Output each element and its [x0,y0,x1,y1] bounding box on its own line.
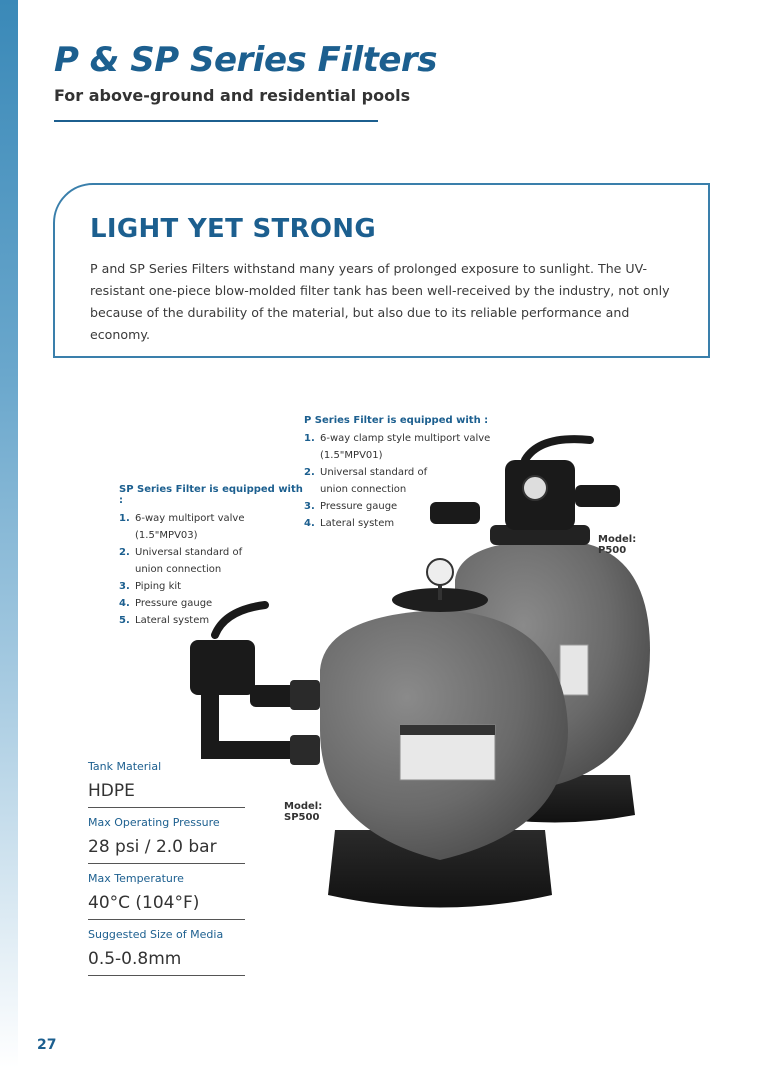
list-item [119,544,309,578]
list-text: Universal standard of [320,467,428,478]
spec-item [88,928,245,976]
page-number: 27 [37,1037,57,1053]
sp500-valve [190,605,320,765]
feature-heading: LIGHT YET STRONG [90,214,376,244]
spec-item [88,872,245,920]
list-number: 3. [304,501,315,512]
spec-value: HDPE [88,781,135,801]
side-gradient-stripe [0,0,18,1068]
list-text: Pressure gauge [320,501,398,512]
spec-value: 40°C (104°F) [88,893,200,913]
page-title: P & SP Series Filters [54,40,437,80]
list-subtext: (1.5"MPV03) [135,530,198,541]
spec-item [88,760,245,808]
p-series-heading: P Series Filter is equipped with : [304,415,489,426]
model-caption: Model: [284,801,323,812]
p-series-equipment [304,415,524,532]
list-number: 1. [119,513,130,524]
spec-item [88,816,245,864]
list-subtext: union connection [320,484,407,495]
list-number: 3. [119,581,130,592]
list-item [119,595,309,612]
list-subtext: union connection [135,564,222,575]
model-label-p500 [598,534,636,556]
spec-value: 28 psi / 2.0 bar [88,837,217,857]
title-divider [54,120,378,122]
sp-series-heading: SP Series Filter is equipped with : [119,484,303,506]
feature-text: P and SP Series Filters withstand many years of prolonged exposure to sunlight. The UV-resistant one-piece blow-molded filter tank has been well-received by the industry, not only because of the durability of the material, but also due to its reliable performance and economy. [90,261,670,342]
model-name: P500 [598,545,627,556]
list-item [304,515,524,532]
sp-series-equipment [119,484,309,629]
spec-value: 0.5-0.8mm [88,949,182,969]
list-item [119,510,309,544]
sp-series-list [119,510,309,629]
list-text: Piping kit [135,581,182,592]
list-text: Lateral system [320,518,395,529]
list-number: 4. [304,518,315,529]
spec-list [88,760,245,984]
p-series-list [304,430,524,532]
list-subtext: (1.5"MPV01) [320,450,383,461]
spec-label: Max Temperature [88,872,184,885]
list-text: 6-way multiport valve [135,513,245,524]
spec-label: Suggested Size of Media [88,928,224,941]
spec-label: Max Operating Pressure [88,816,220,829]
list-item [119,578,309,595]
list-number: 4. [119,598,130,609]
list-text: 6-way clamp style multiport valve [320,433,491,444]
spec-label: Tank Material [88,760,162,773]
list-number: 5. [119,615,130,626]
list-item [304,498,524,515]
list-item [304,430,524,464]
list-text: Pressure gauge [135,598,213,609]
list-number: 2. [119,547,130,558]
model-name: SP500 [284,812,320,823]
list-number: 1. [304,433,315,444]
list-item [119,612,309,629]
list-number: 2. [304,467,315,478]
list-text: Universal standard of [135,547,243,558]
page-subtitle: For above-ground and residential pools [54,86,411,105]
model-caption: Model: [598,534,637,545]
list-item [304,464,524,498]
list-text: Lateral system [135,615,210,626]
model-label-sp500 [284,801,322,823]
